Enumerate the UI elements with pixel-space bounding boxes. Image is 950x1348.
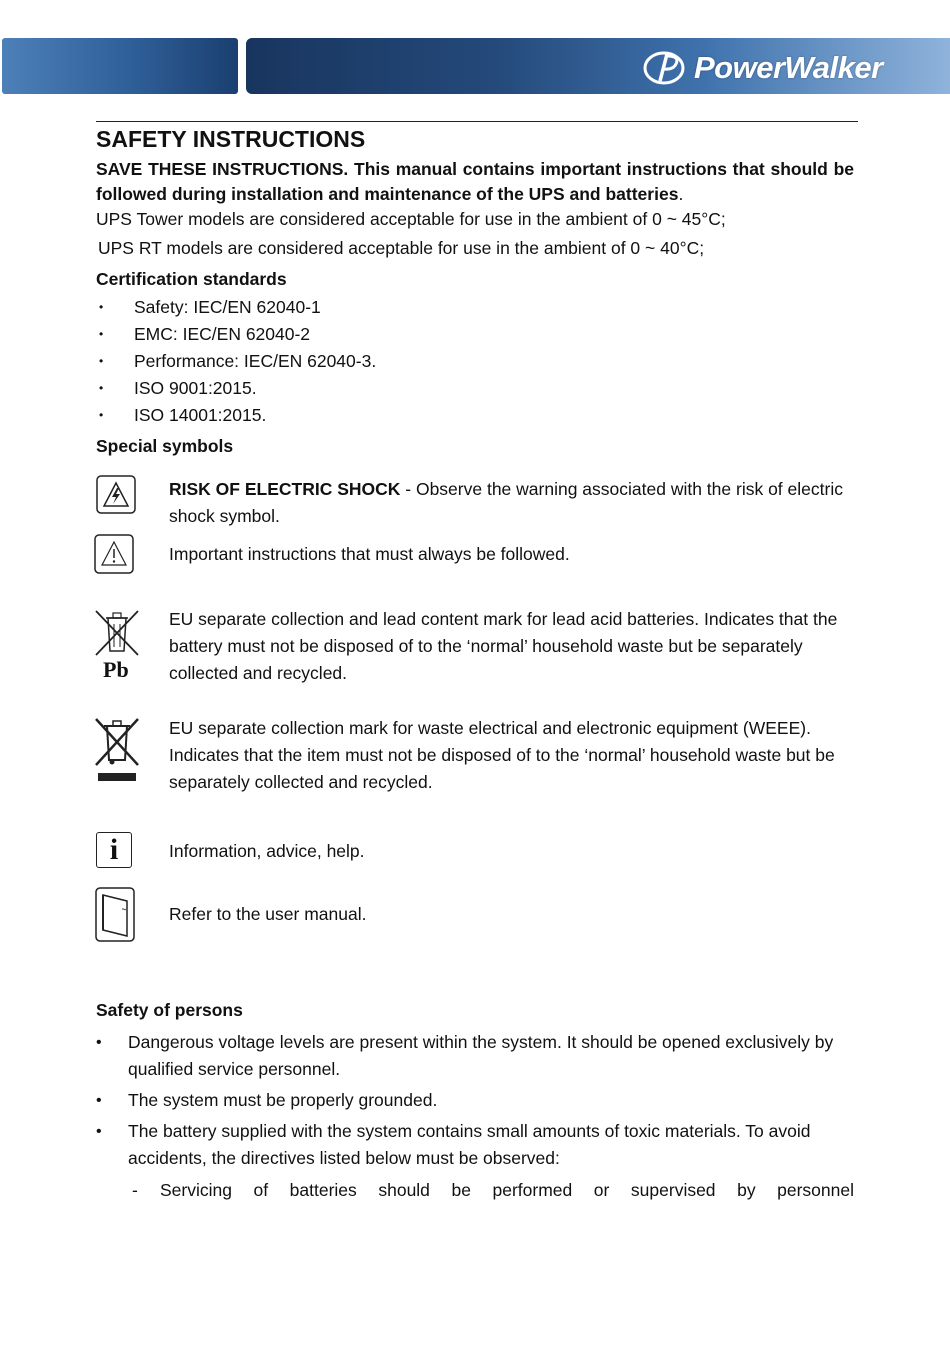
info-icon: i bbox=[96, 832, 132, 868]
caution-triangle-icon bbox=[94, 534, 134, 574]
symbol-description-info bbox=[169, 838, 859, 865]
list-item-text: EMC: IEC/EN 62040-2 bbox=[134, 324, 311, 344]
list-item-text: The system must be properly grounded. bbox=[128, 1090, 438, 1110]
list-item-text: ISO 9001:2015. bbox=[134, 378, 257, 398]
symbol-text: Information, advice, help. bbox=[169, 841, 365, 861]
ambient-tower: UPS Tower models are considered acceptable for use in the ambient of 0 ~ 45°C; bbox=[96, 209, 726, 229]
intro-bold-text: SAVE THESE INSTRUCTIONS. This manual contains important instructions that should be followed during installation and maintenance of the UPS and batteries bbox=[96, 159, 854, 204]
crossed-bin-pb-icon bbox=[94, 609, 140, 659]
bullet: • bbox=[99, 300, 104, 314]
powerwalker-logo-icon bbox=[640, 48, 692, 88]
symbols-heading: Special symbols bbox=[96, 436, 234, 456]
brand-name: PowerWalker bbox=[694, 50, 883, 85]
banner-left-segment bbox=[2, 38, 238, 94]
header-rule bbox=[96, 121, 858, 122]
pb-label: Pb bbox=[103, 657, 129, 682]
weee-crossed-bin-icon bbox=[94, 717, 140, 785]
symbol-text: EU separate collection and lead content mark for lead acid batteries. Indicates that the battery must not be disposed of to the ‘normal’ household waste but be separately collected and recycled. bbox=[169, 609, 838, 683]
list-item-text: Performance: IEC/EN 62040-3. bbox=[134, 351, 377, 371]
dash-item-text: Servicing of batteries should be performed or supervised by personnel bbox=[160, 1180, 854, 1200]
list-item-text: Safety: IEC/EN 62040-1 bbox=[134, 297, 321, 317]
ambient-rt: UPS RT models are considered acceptable for use in the ambient of 0 ~ 40°C; bbox=[98, 238, 705, 258]
symbol-description-manual bbox=[169, 901, 859, 928]
list-item-text: Dangerous voltage levels are present within the system. It should be opened exclusively by qualified service personnel. bbox=[128, 1032, 834, 1079]
symbol-text: Refer to the user manual. bbox=[169, 904, 367, 924]
bullet: • bbox=[99, 381, 104, 395]
persons-heading: Safety of persons bbox=[96, 1000, 243, 1020]
symbol-text: Important instructions that must always be followed. bbox=[169, 544, 570, 564]
intro-paragraph bbox=[96, 157, 854, 207]
symbol-text: EU separate collection mark for waste electrical and electronic equipment (WEEE). Indicates that the item must not be disposed of to the ‘normal’ household waste but be separately collected and recycled. bbox=[169, 718, 835, 792]
symbol-bold-label: RISK OF ELECTRIC SHOCK bbox=[169, 479, 401, 499]
brand-logo bbox=[640, 48, 883, 88]
bullet: • bbox=[96, 1123, 102, 1140]
electric-shock-warning-icon bbox=[96, 475, 136, 515]
bullet: • bbox=[99, 354, 104, 368]
symbol-description-shock bbox=[169, 476, 859, 530]
list-item-text: ISO 14001:2015. bbox=[134, 405, 267, 425]
bullet: • bbox=[99, 327, 104, 341]
page-title: SAFETY INSTRUCTIONS bbox=[96, 126, 366, 152]
intro-tail: . bbox=[678, 184, 684, 204]
bullet: • bbox=[99, 408, 104, 422]
symbol-description-caution bbox=[169, 541, 859, 568]
list-item-text: The battery supplied with the system contains small amounts of toxic materials. To avoid accidents, the directives listed below must be observed: bbox=[128, 1121, 811, 1168]
certification-heading: Certification standards bbox=[96, 269, 287, 289]
bullet: • bbox=[96, 1034, 102, 1051]
symbol-description-pb bbox=[169, 606, 859, 687]
dash-marker: - bbox=[132, 1180, 138, 1200]
user-manual-icon bbox=[95, 887, 137, 943]
symbol-text: - Observe the warning associated with the risk of electric shock symbol. bbox=[169, 479, 843, 526]
symbol-description-weee bbox=[169, 715, 859, 796]
bullet: • bbox=[96, 1092, 102, 1109]
